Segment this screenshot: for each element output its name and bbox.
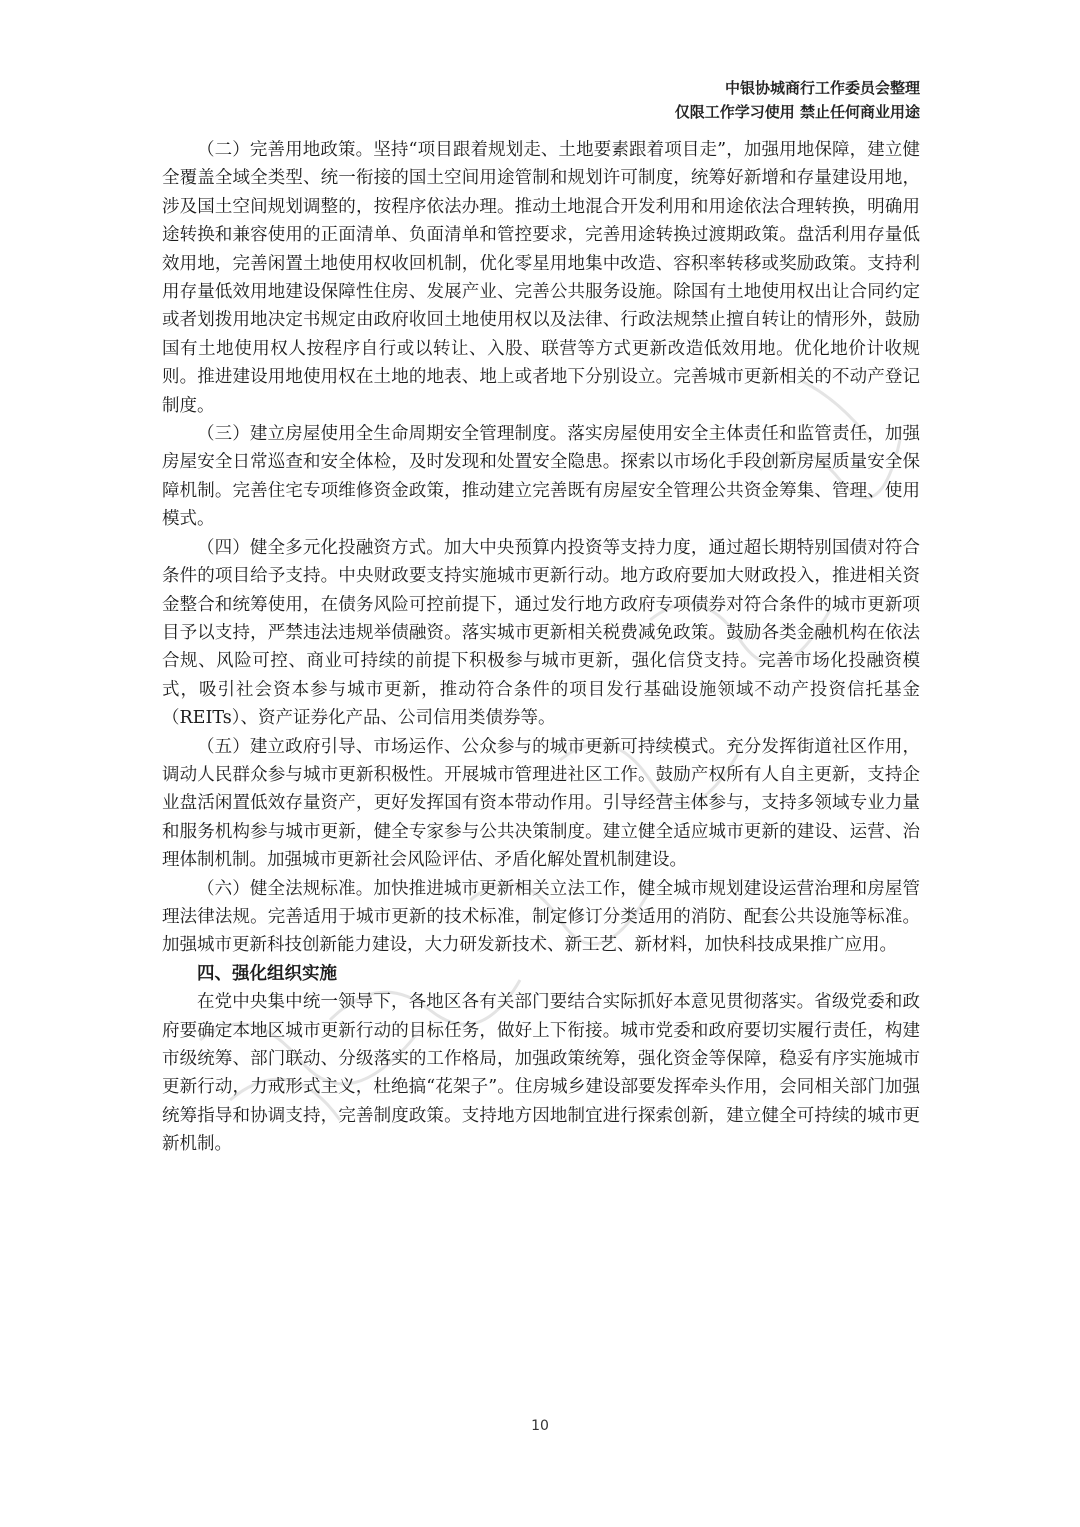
section-heading: 四、强化组织实施 xyxy=(197,963,337,984)
header-line-1: 中银协城商行工作委员会整理 xyxy=(724,79,920,97)
paragraph-financing: （四）健全多元化投融资方式。加大中央预算内投资等支持力度，通过超长期特别国债对符合条件的项目给予支持。中央财政要支持实施城市更新行动。地方政府要加大财政投入，推进相关资金整合和统筹使用，在债务风险可控前提下，通过发行地方政府专项债券对符合条件的城市更新项目予以支持，严禁违法违规举债融资。落实城市更新相关税费减免政策。鼓励各类金融机构在依法合规、风险可控、商业可持续的前提下积极参与城市更新，强化信贷支持。完善市场化投融资模式，吸引社会资本参与城市更新，推动符合条件的项目发行基础设施领域不动产投资信托基金（REITs）、资产证券化产品、公司信用类债券等。 xyxy=(162,537,920,729)
header-line-2: 仅限工作学习使用 禁止任何商业用途 xyxy=(674,103,920,121)
paragraph-land-policy: （二）完善用地政策。坚持“项目跟着规划走、土地要素跟着项目走”，加强用地保障，建立健全覆盖全域全类型、统一衔接的国土空间用途管制和规划许可制度，统筹好新增和存量建设用地，涉及国土空间规划调整的，按程序依法办理。推动土地混合开发利用和用途依法合理转换，明确用途转换和兼容使用的正面清单、负面清单和管控要求，完善用途转换过渡期政策。盘活利用存量低效用地，完善闲置土地使用权收回机制，优化零星用地集中改造、容积率转移或奖励政策。支持利用存量低效用地建设保障性住房、发展产业、完善公共服务设施。除国有土地使用权出让合同约定或者划拨用地决定书规定由政府收回土地使用权以及法律、行政法规禁止擅自转让的情形外，鼓励国有土地使用权人按程序自行或以转让、入股、联营等方式更新改造低效用地。优化地价计收规则。推进建设用地使用权在土地的地表、地上或者地下分别设立。完善城市更新相关的不动产登记制度。 xyxy=(162,140,920,416)
paragraph-housing-safety: （三）建立房屋使用全生命周期安全管理制度。落实房屋使用安全主体责任和监管责任，加强房屋安全日常巡查和安全体检，及时发现和处置安全隐患。探索以市场化手段创新房屋质量安全保障机制。完善住宅专项维修资金政策，推动建立完善既有房屋安全管理公共资金筹集、管理、使用模式。 xyxy=(162,424,920,530)
document-body xyxy=(162,136,920,1159)
document-header xyxy=(675,76,920,124)
page-number: 10 xyxy=(531,1418,549,1434)
paragraph-sustainable-model: （五）建立政府引导、市场运作、公众参与的城市更新可持续模式。充分发挥街道社区作用，调动人民群众参与城市更新积极性。开展城市管理进社区工作。鼓励产权所有人自主更新，支持企业盘活闲置低效存量资产，更好发挥国有资本带动作用。引导经营主体参与，支持多领域专业力量和服务机构参与城市更新，健全专家参与公共决策制度。建立健全适应城市更新的建设、运营、治理体制机制。加强城市更新社会风险评估、矛盾化解处置机制建设。 xyxy=(162,736,920,871)
paragraph-organization: 在党中央集中统一领导下，各地区各有关部门要结合实际抓好本意见贯彻落实。省级党委和政府要确定本地区城市更新行动的目标任务，做好上下衔接。城市党委和政府要切实履行责任，构建市级统筹、部门联动、分级落实的工作格局，加强政策统筹，强化资金等保障，稳妥有序实施城市更新行动，力戒形式主义，杜绝搞“花架子”。住房城乡建设部要发挥牵头作用，会同相关部门加强统筹指导和协调支持，完善制度政策。支持地方因地制宜进行探索创新，建立健全可持续的城市更新机制。 xyxy=(162,992,920,1155)
paragraph-regulations: （六）健全法规标准。加快推进城市更新相关立法工作，健全城市规划建设运营治理和房屋管理法律法规。完善适用于城市更新的技术标准，制定修订分类适用的消防、配套公共设施等标准。加强城市更新科技创新能力建设，大力研发新技术、新工艺、新材料，加快科技成果推广应用。 xyxy=(162,878,920,956)
